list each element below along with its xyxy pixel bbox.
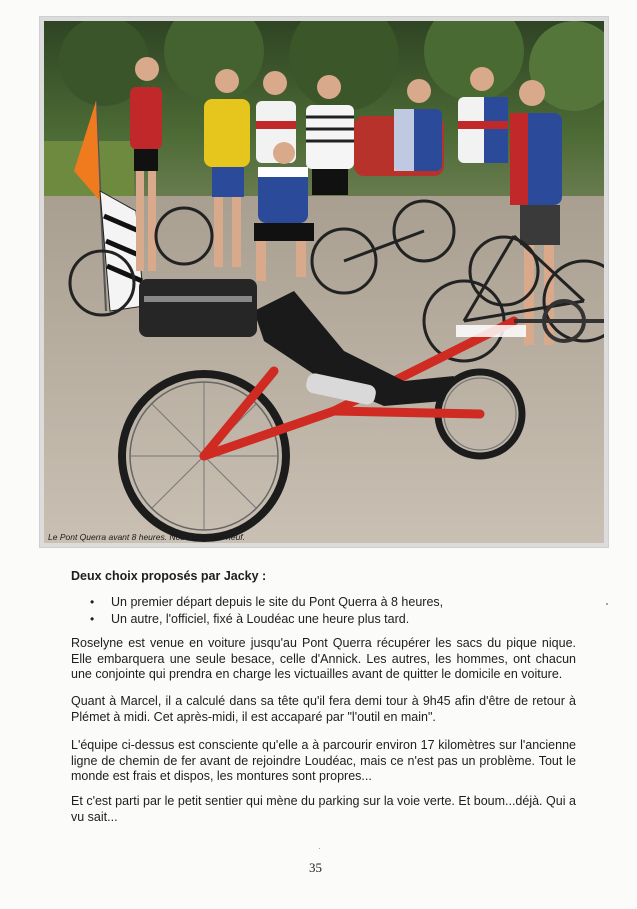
paragraph-depart: Et c'est parti par le petit sentier qui mène du parking sur la voie verte. Et boum...déjà. Qui a vu sait...: [71, 794, 576, 824]
page-number: 35: [309, 860, 322, 875]
section-heading: Deux choix proposés par Jacky :: [71, 569, 267, 583]
bullet-icon: •: [90, 595, 95, 609]
scan-speck: [319, 848, 320, 849]
scan-speck: [606, 603, 608, 605]
rear-bag: [139, 279, 257, 337]
list-item: [71, 611, 591, 628]
choice-text: Un autre, l'officiel, fixé à Loudéac une heure plus tard.: [111, 612, 410, 626]
choice-text: Un premier départ depuis le site du Pont Querra à 8 heures,: [111, 595, 444, 609]
photo-caption: Le Pont Querra avant 8 heures. Nous sommes neuf.: [48, 532, 246, 542]
paragraph-equipe: L'équipe ci-dessus est consciente qu'elle a à parcourir environ 17 kilomètres sur l'ancienne ligne de chemin de fer avant de rejoindre Loudéac, mais ce n'est pas un problème. Tout le monde est frais et dispos, les montures sont propres...: [71, 738, 576, 783]
paragraph-marcel: Quant à Marcel, il a calculé dans sa tête qu'il fera demi tour à 9h45 afin d'être de retour à Plémet à midi. Cet après-midi, il est accaparé par "l'outil en main".: [71, 694, 576, 724]
list-item: [71, 594, 591, 611]
group-photo: [40, 17, 608, 547]
cyclists-photo-illustration: [44, 21, 604, 543]
bullet-icon: •: [90, 612, 95, 626]
choices-list: [71, 594, 591, 628]
paragraph-roselyne: Roselyne est venue en voiture jusqu'au Pont Querra récupérer les sacs du pique nique. Elle embarquera une seule besace, celle d'Annick. Les autres, les hommes, ont chacun une conjointe qui prendra en charge les victuailles avant de quitter le domicile en voiture.: [71, 636, 576, 681]
